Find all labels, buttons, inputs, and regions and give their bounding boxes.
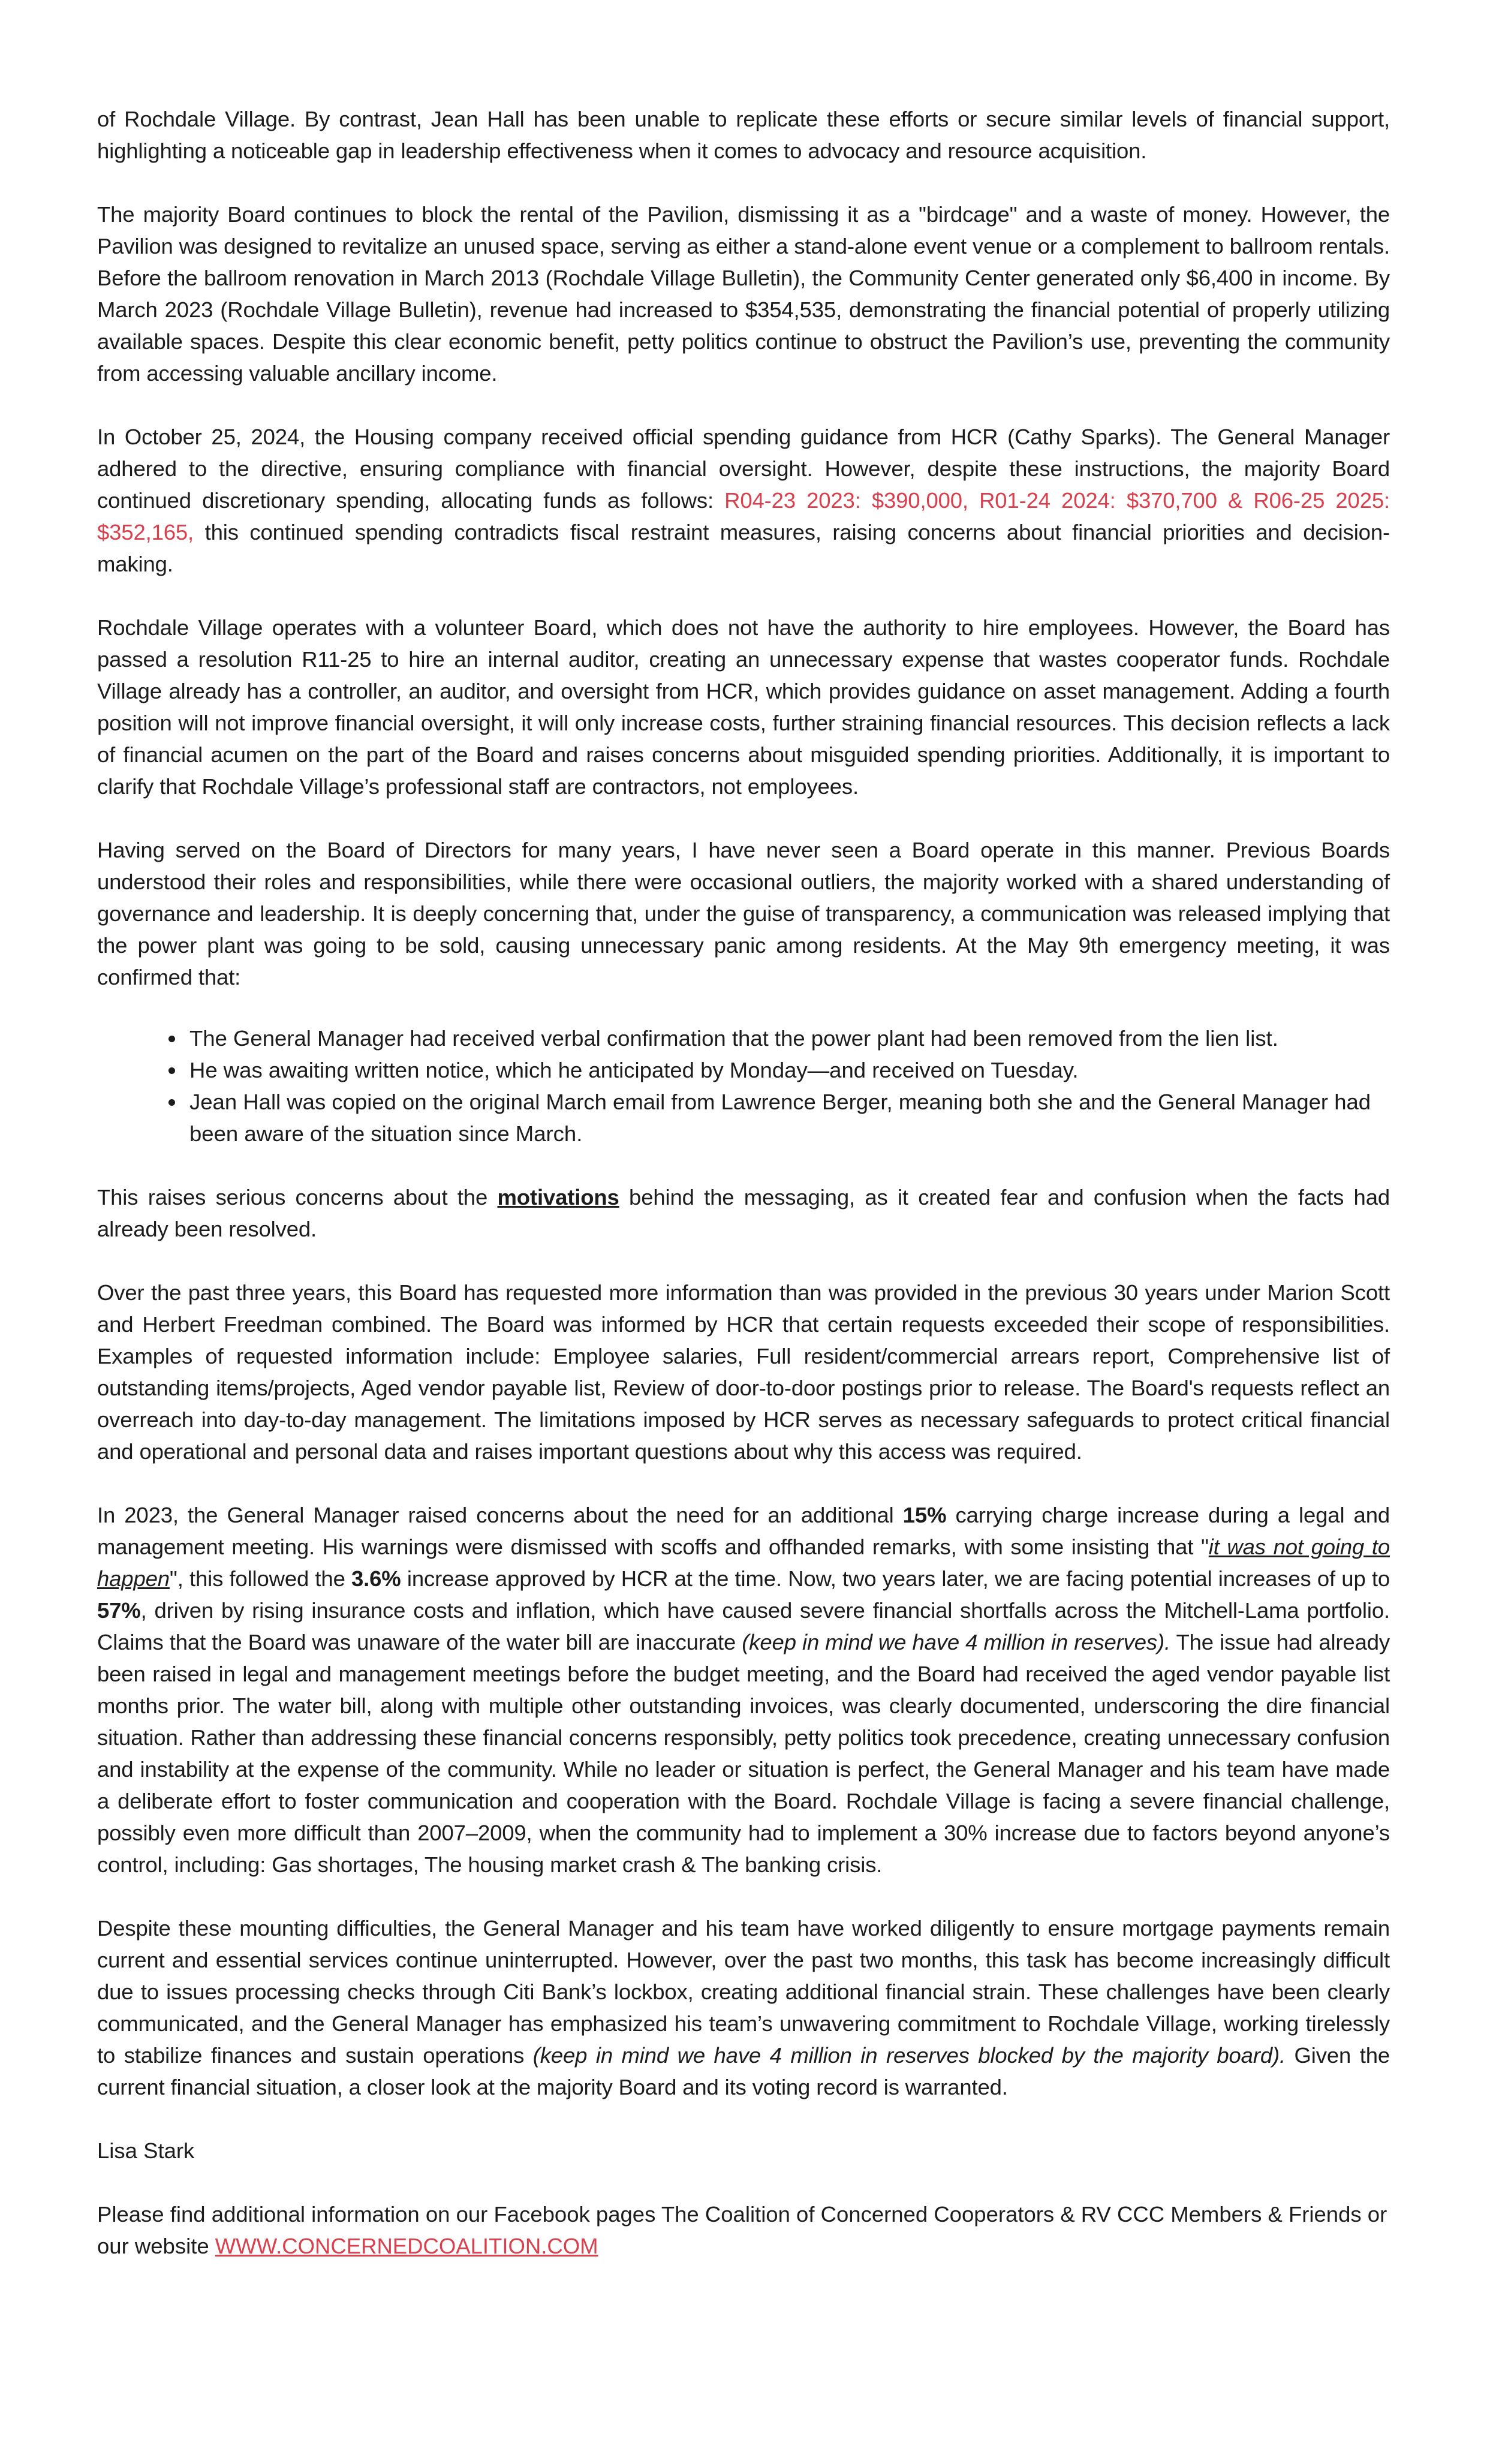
mortgage-text-b: Given the current financial situation, a closer look at the majority Board and its voting record is warranted.: [97, 2043, 1390, 2099]
carrying-charge-text-f: The issue had already been raised in legal and management meetings before the budget meeting, and the Board had received the aged vendor payable list months prior. The water bill, along with multiple other outstanding invoices, was clearly documented, underscoring the dire financial situation. Rather than addressing these financial concerns responsibly, petty politics took precedence, creating unnecessary confusion and instability at the expense of the community. While no leader or situation is perfect, the General Manager and his team have made a deliberate effort to foster communication and cooperation with the Board. Rochdale Village is facing a severe financial challenge, possibly even more difficult than 2007–2009, when the community had to implement a 30% increase due to factors beyond anyone’s control, including: Gas shortages, The housing market crash & The banking crisis.: [97, 1630, 1390, 1877]
footer-note: [97, 2198, 1390, 2262]
increase-3-6-percent: 3.6%: [351, 1566, 401, 1591]
motivations-emphasis: motivations: [497, 1185, 619, 1210]
paragraph-leadership-gap: of Rochdale Village. By contrast, Jean Hall has been unable to replicate these efforts or secure similar levels of financial support, highlighting a noticeable gap in leadership effectiveness when it comes to advocacy and resource acquisition.: [97, 107, 1390, 163]
reserves-blocked-note: (keep in mind we have 4 million in reserves blocked by the majority board).: [532, 2043, 1286, 2068]
list-item: • Jean Hall was copied on the original March email from Lawrence Berger, meaning both she and the General Manager had been aware of the situation since March.: [186, 1086, 1390, 1150]
mortgage-text-a: Despite these mounting difficulties, the General Manager and his team have worked diligently to ensure mortgage payments remain current and essential services continue uninterrupted. However, over the past two months, this task has become increasingly difficult due to issues processing checks through Citi Bank’s lockbox, creating additional financial strain. These challenges have been clearly communicated, and the General Manager has emphasized his team’s unwavering commitment to Rochdale Village, working tirelessly to stabilize finances and sustain operations: [97, 1916, 1390, 2068]
spending-conclusion-text: this continued spending contradicts fiscal restraint measures, raising concerns about financial priorities and decision-making.: [97, 520, 1390, 576]
paragraph-pavilion: The majority Board continues to block the rental of the Pavilion, dismissing it as a "birdcage" and a waste of money. However, the Pavilion was designed to revitalize an unused space, serving as either a stand-alone event venue or a complement to ballroom rentals. Before the ballroom renovation in March 2013 (Rochdale Village Bulletin), the Community Center generated only $6,400 in income. By March 2023 (Rochdale Village Bulletin), revenue had increased to $354,535, demonstrating the financial potential of properly utilizing available spaces. Despite this clear economic benefit, petty politics continue to obstruct the Pavilion’s use, preventing the community from accessing valuable ancillary income.: [97, 202, 1390, 386]
paragraph-mortgage-payments: [97, 1912, 1390, 2103]
reserves-note: (keep in mind we have 4 million in reserves).: [742, 1630, 1171, 1654]
paragraph-motivations: [97, 1181, 1390, 1245]
list-item: • The General Manager had received verbal confirmation that the power plant had been removed from the lien list.: [186, 1022, 1390, 1054]
website-link[interactable]: WWW.CONCERNEDCOALITION.COM: [215, 2234, 598, 2258]
motivations-intro-text: This raises serious concerns about the: [97, 1185, 498, 1210]
paragraph-internal-auditor: Rochdale Village operates with a volunteer Board, which does not have the authority to hire employees. However, the Board has passed a resolution R11-25 to hire an internal auditor, creating an unnecessary expense that wastes cooperator funds. Rochdale Village already has a controller, an auditor, and oversight from HCR, which provides guidance on asset management. Adding a fourth position will not improve financial oversight, it will only increase costs, further straining financial resources. This decision reflects a lack of financial acumen on the part of the Board and raises concerns about misguided spending priorities. Additionally, it is important to clarify that Rochdale Village’s professional staff are contractors, not employees.: [97, 615, 1390, 799]
carrying-charge-text-d: increase approved by HCR at the time. Now, two years later, we are facing potential increases of up to: [401, 1566, 1390, 1591]
resolution-amounts-highlight: R04-23 2023: $390,000, R01-24 2024: $370,700 & R06-25 2025: $352,165,: [97, 488, 1390, 544]
paragraph-information-requests: Over the past three years, this Board has requested more information than was provided in the previous 30 years under Marion Scott and Herbert Freedman combined. The Board was informed by HCR that certain requests exceeded their scope of responsibilities. Examples of requested information include: Employee salaries, Full resident/commercial arrears report, Comprehensive list of outstanding items/projects, Aged vendor payable list, Review of door-to-door postings prior to release. The Board's requests reflect an overreach into day-to-day management. The limitations imposed by HCR serves as necessary safeguards to protect critical financial and operational and personal data and raises important questions about why this access was required.: [97, 1280, 1390, 1464]
spending-intro-text: In October 25, 2024, the Housing company received official spending guidance from HCR (Cathy Sparks). The General Manager adhered to the directive, ensuring compliance with financial oversight. However, despite these instructions, the majority Board continued discretionary spending, allocating funds as follows:: [97, 425, 1390, 513]
footer-text: Please find additional information on our Facebook pages The Coalition of Concerned Cooperators & RV CCC Members & Friends or our website: [97, 2202, 1387, 2258]
paragraph-spending-guidance: [97, 421, 1390, 580]
quoted-remark: it was not going to happen: [97, 1535, 1390, 1591]
carrying-charge-text-b: carrying charge increase during a legal and management meeting. His warnings were dismissed with scoffs and offhanded remarks, with some insisting that ": [97, 1503, 1390, 1559]
increase-57-percent: 57%: [97, 1598, 141, 1623]
confirmation-list: [97, 1022, 1390, 1150]
paragraph-carrying-charge: [97, 1499, 1390, 1881]
carrying-charge-text-a: In 2023, the General Manager raised concerns about the need for an additional: [97, 1503, 903, 1527]
increase-15-percent: 15%: [902, 1503, 947, 1527]
signature: Lisa Stark: [97, 2138, 195, 2163]
paragraph-board-conduct: Having served on the Board of Directors for many years, I have never seen a Board operate in this manner. Previous Boards understood their roles and responsibilities, while there were occasional outliers, the majority worked with a shared understanding of governance and leadership. It is deeply concerning that, under the guise of transparency, a communication was released implying that the power plant was going to be sold, causing unnecessary panic among residents. At the May 9th emergency meeting, it was confirmed that:: [97, 838, 1390, 989]
carrying-charge-text-c: ", this followed the: [169, 1566, 351, 1591]
carrying-charge-text-e: , driven by rising insurance costs and inflation, which have caused severe financial shortfalls across the Mitchell-Lama portfolio. Claims that the Board was unaware of the water bill are inaccurate: [97, 1598, 1390, 1654]
list-item: • He was awaiting written notice, which he anticipated by Monday—and received on Tuesday.: [186, 1054, 1390, 1086]
motivations-rest-text: behind the messaging, as it created fear and confusion when the facts had already been resolved.: [97, 1185, 1390, 1241]
